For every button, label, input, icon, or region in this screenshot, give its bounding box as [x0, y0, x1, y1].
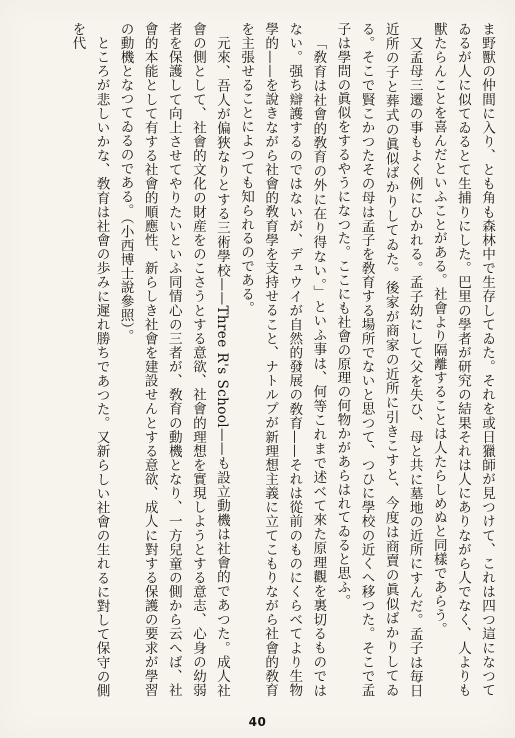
body-text — [14, 22, 499, 697]
paragraph-continuation: ま野獸の仲間に入り、とも角も森林中で生存してゐた。それを或日獵師が見つけて、これは四つ這になつてゐるが人に似てゐるとて生捕りにした。巴里の學者が研究の結果それは人にありながら人でなく、人よりも獸たらんことを喜んだといふことがある。社會より隔離することは人たらしめぬと同樣であらう。 — [430, 22, 495, 697]
paragraph-education-lagging: ところが悲しいかな、敎育は社會の歩みに遲れ勝ちであつた。又新らしい社會の生れるに對して保守の側を代 — [69, 22, 110, 697]
paragraph-mencius-mother: 又孟母三遷の事もよく例にひかれる。孟子幼にして父を失ひ、母と共に墓地の近所にすんだ。孟子は毎日近所の子と葬式の眞似ばかりしてゐた。後家が商家の近所に引きこすと、今度は商賣の眞似ばかりしてゐる。そこで賢こかつたその母は孟子を敎育する場所でないと思つて、つひに學校の近くへ移つた。そこで孟子は學問の眞似をするやうになつた。ここにも社會の原理の何物かがあらはれてゐると思ふ。 — [334, 22, 423, 697]
page-number: 40 — [248, 715, 267, 729]
paragraph-three-rs-school: 元來、吾人が偏狹なりとする三術學校——Three R's School——も設立動機は社會的であつた。成人社會の側として、社會的文化の財産をのこさうとする意欲、社會的理想を實現しようとする意志、心身の幼弱者を保護して向上させてやりたいといふ同情心の三者が、敎育の動機となり、一方兒童の側から云へば、社會的本能として有する社會的順應性、新らしき社會を建設せんとする意欲、成人に對する保護の要求が學習の動機となつてゐるのである。（小西博士說參照）。 — [117, 22, 230, 697]
paragraph-dewey-natorp: 「敎育は社會的敎育の外に在り得ない。」といふ事は、何等これまで述べて來た原理觀を裏切るものではない。强ち辯護するのではないが、デュウイが自然的發展の敎育——それは從前のものにくらべてより生物學的——を說きながら社會的敎育學を支持せること、ナトルプが新理想主義に立てこもりながら社會的敎育を主張せることによつても知られるのである。 — [238, 22, 327, 697]
